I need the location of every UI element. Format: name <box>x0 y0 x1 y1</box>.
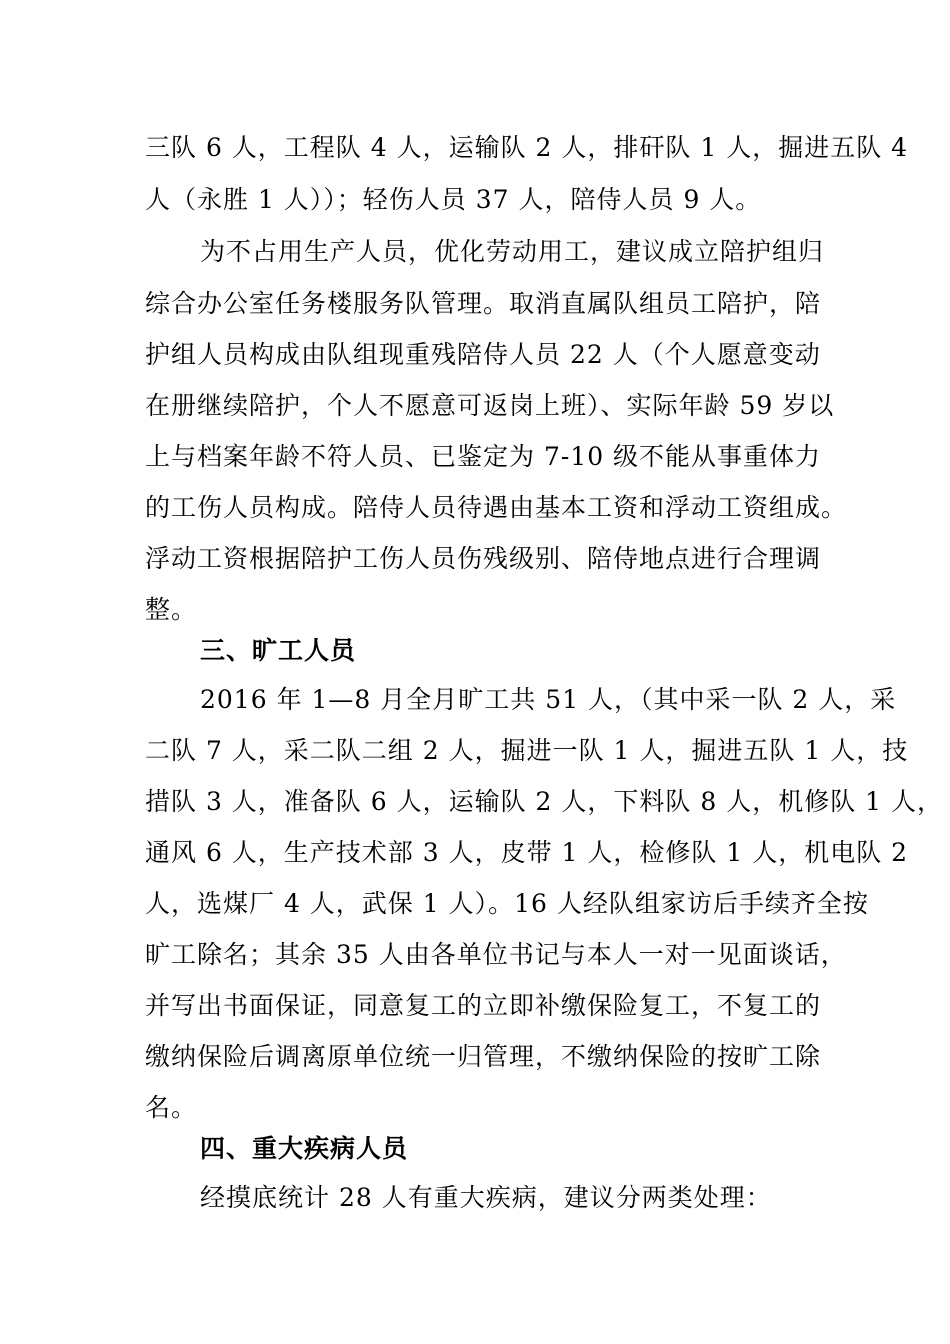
paragraph-line: 二队 7 人，采二队二组 2 人，掘进一队 1 人，掘进五队 1 人，技 <box>145 736 909 765</box>
paragraph-line: 浮动工资根据陪护工伤人员伤残级别、陪侍地点进行合理调 <box>145 544 822 573</box>
section-heading: 四、重大疾病人员 <box>200 1134 409 1163</box>
paragraph-line: 的工伤人员构成。陪侍人员待遇由基本工资和浮动工资组成。 <box>145 493 848 522</box>
paragraph-line: 经摸底统计 28 人有重大疾病，建议分两类处理： <box>200 1183 772 1212</box>
paragraph-line: 在册继续陪护，个人不愿意可返岗上班）、实际年龄 59 岁以 <box>145 391 835 420</box>
paragraph-line: 措队 3 人，准备队 6 人，运输队 2 人，下料队 8 人，机修队 1 人， <box>145 787 943 816</box>
paragraph-line: 2016 年 1—8 月全月旷工共 51 人，（其中采一队 2 人，采 <box>200 685 897 714</box>
paragraph-line: 旷工除名；其余 35 人由各单位书记与本人一对一见面谈话， <box>145 940 847 969</box>
paragraph-line: 三队 6 人，工程队 4 人，运输队 2 人，排矸队 1 人，掘进五队 4 <box>145 133 909 162</box>
paragraph-line: 为不占用生产人员，优化劳动用工，建议成立陪护组归 <box>200 237 825 266</box>
paragraph-line: 人，选煤厂 4 人，武保 1 人）。16 人经队组家访后手续齐全按 <box>145 889 869 918</box>
paragraph-line: 缴纳保险后调离原单位统一归管理，不缴纳保险的按旷工除 <box>145 1042 822 1071</box>
paragraph-line: 上与档案年龄不符人员、已鉴定为 7-10 级不能从事重体力 <box>145 442 822 471</box>
paragraph-line: 通风 6 人，生产技术部 3 人，皮带 1 人，检修队 1 人，机电队 2 <box>145 838 909 867</box>
paragraph-line: 综合办公室任务楼服务队管理。取消直属队组员工陪护，陪 <box>145 289 822 318</box>
paragraph-line: 护组人员构成由队组现重残陪侍人员 22 人（个人愿意变动 <box>145 340 821 369</box>
paragraph-line: 并写出书面保证，同意复工的立即补缴保险复工，不复工的 <box>145 991 822 1020</box>
paragraph-line: 名。 <box>145 1093 198 1122</box>
paragraph-line: 整。 <box>145 595 198 624</box>
paragraph-line: 人（永胜 1 人））；轻伤人员 37 人，陪侍人员 9 人。 <box>145 185 762 214</box>
section-heading: 三、旷工人员 <box>200 636 357 665</box>
